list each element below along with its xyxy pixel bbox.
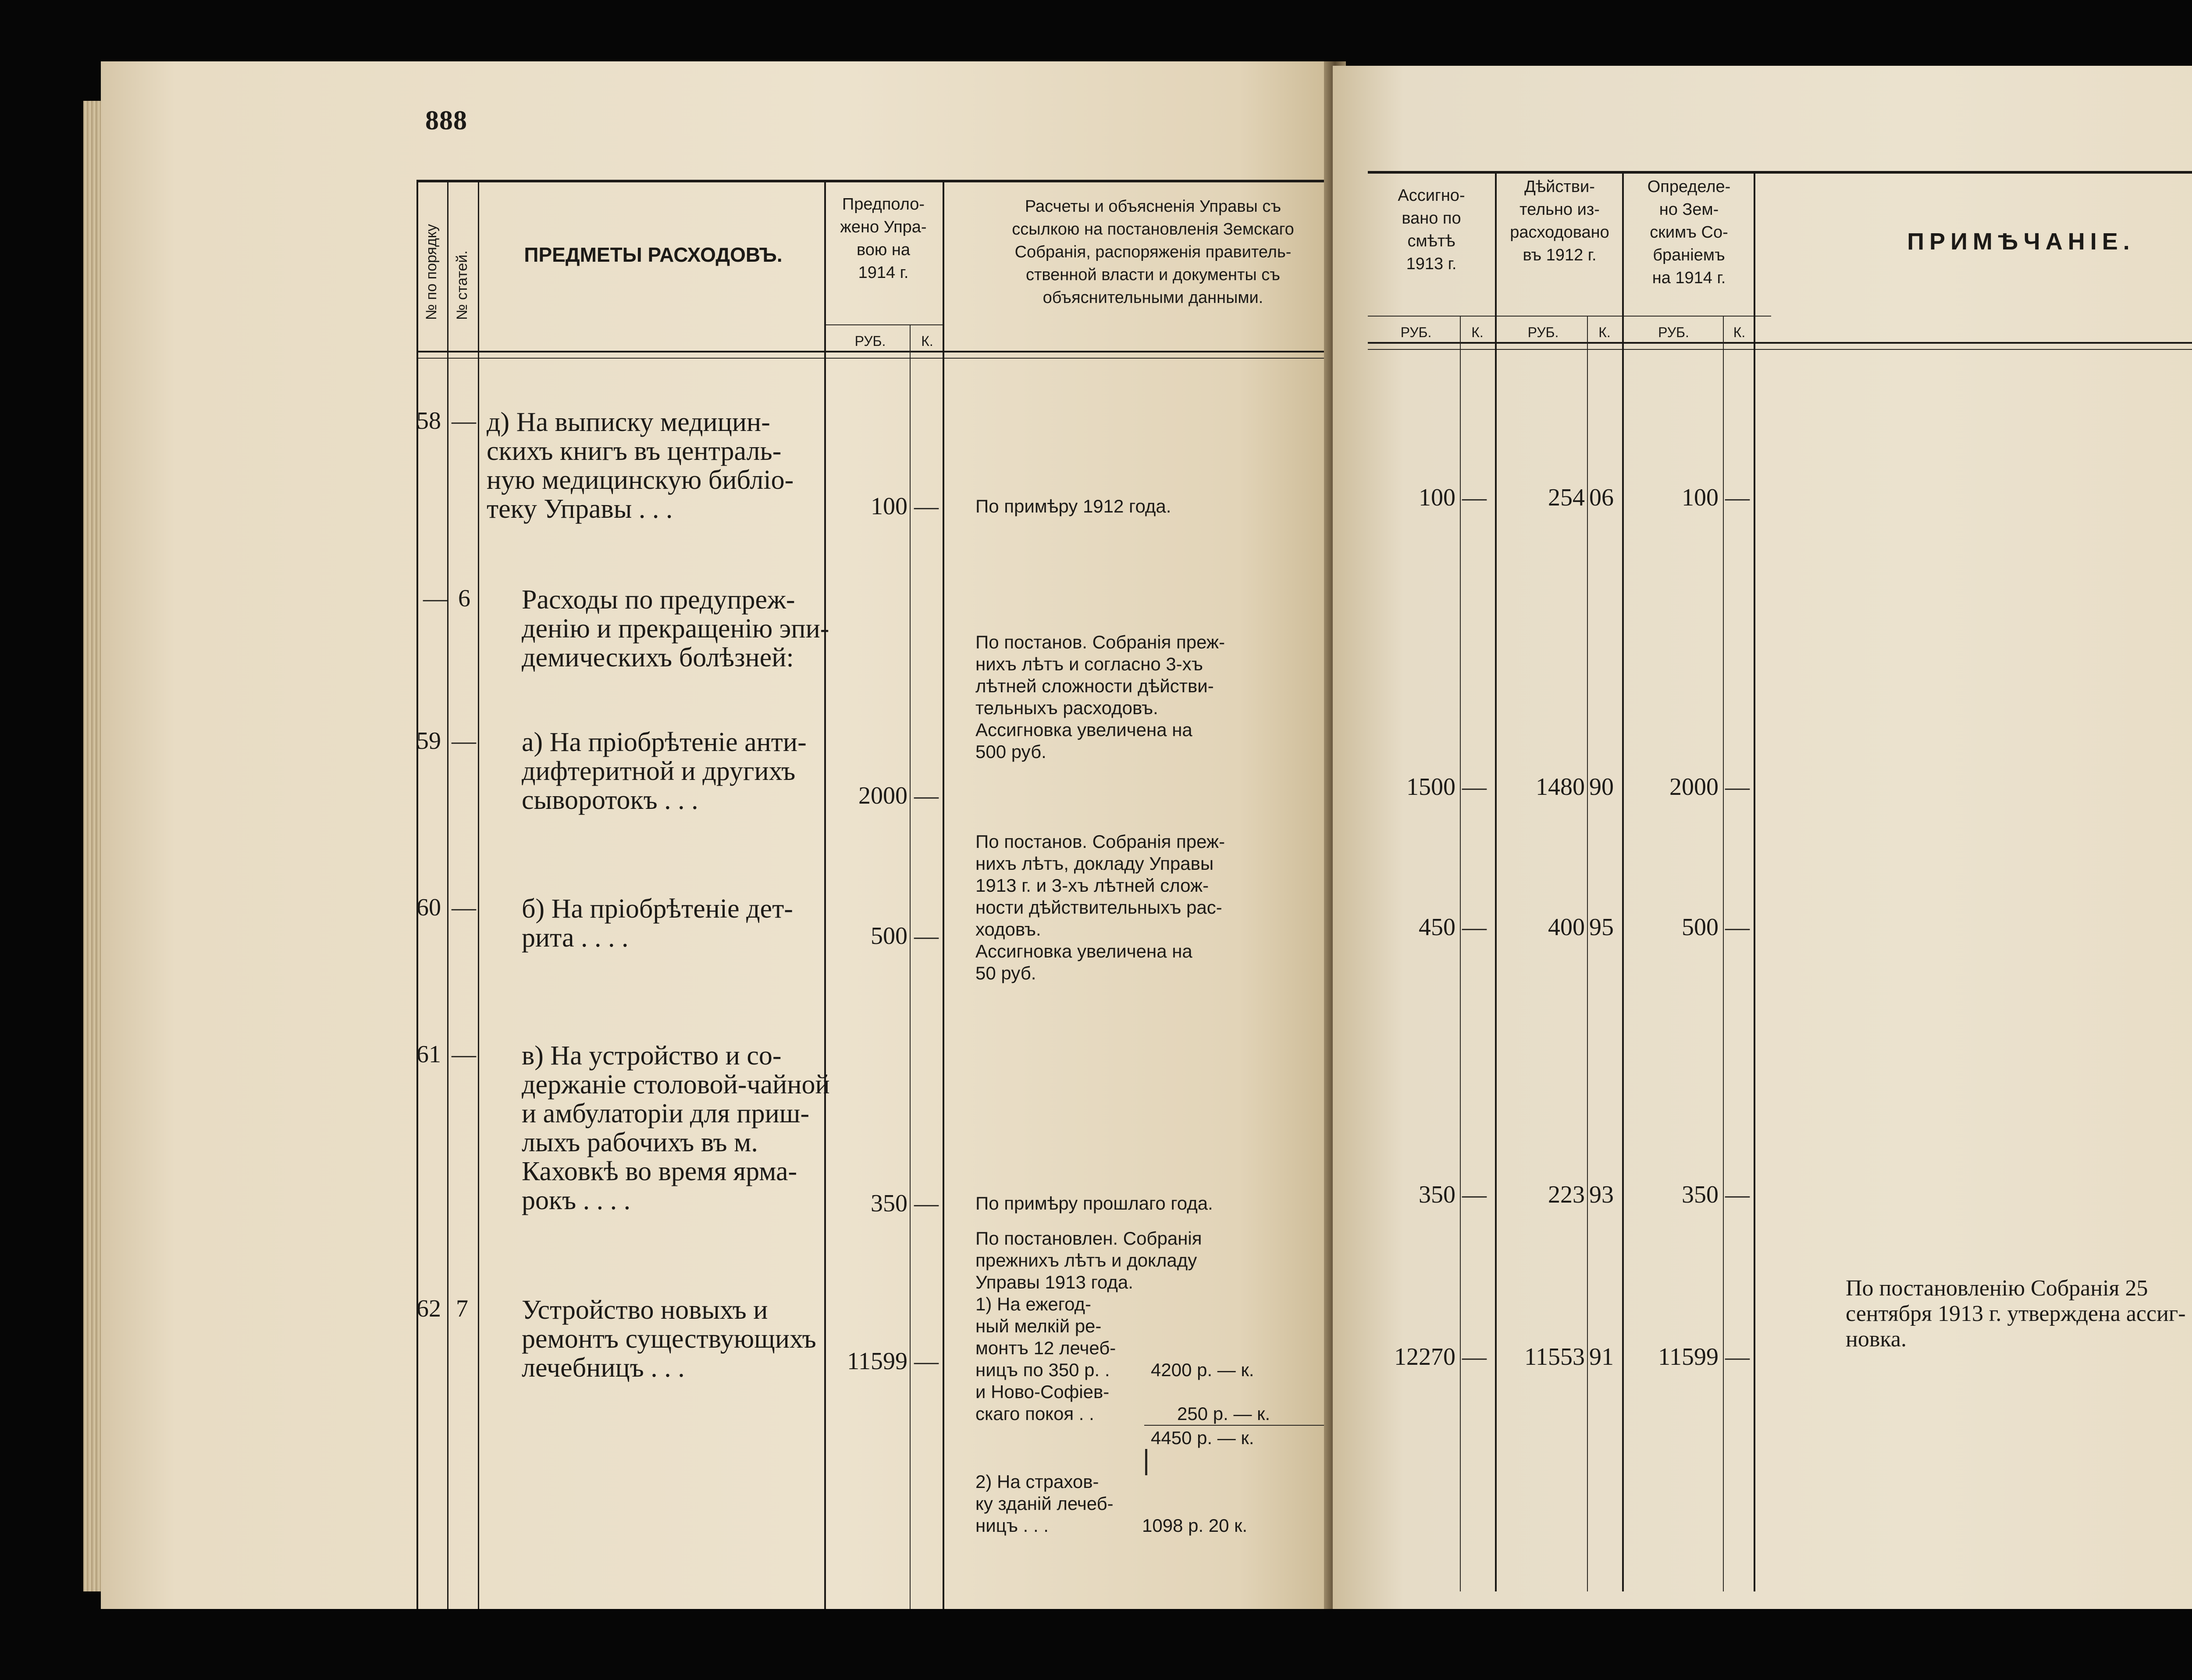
determined-dash: — <box>1725 773 1750 801</box>
row58-item: д) На выписку медицин- скихъ книгъ въ централь- ную медицинскую библіо- теку Управы . . . <box>487 407 794 524</box>
row62-amount-dash: — <box>914 1348 939 1375</box>
left-page <box>101 61 1337 1609</box>
row59-amount-dash: — <box>914 782 939 809</box>
assigned-dash: — <box>1462 914 1487 941</box>
col-line-1 <box>447 180 448 1609</box>
table-top-rule <box>416 180 1337 182</box>
assigned-dash: — <box>1462 773 1487 801</box>
row62-explanation: По постановлен. Собранія прежнихъ лѣтъ и докладу Управы 1913 года. <box>975 1228 1202 1292</box>
row59-explanation: По постанов. Собранія преж- нихъ лѣтъ и согласно 3-хъ лѣтней сложности дѣйстви- тельныхъ расходовъ. Ассигновка увеличена на 500 руб. <box>975 632 1225 762</box>
repair-item1: 1) На ежегод- ный мелкій ре- монтъ 12 лечеб- ницъ по 350 р. . <box>975 1294 1116 1380</box>
header-unit-rub-3: РУБ. <box>1658 324 1689 340</box>
row61-article: — <box>452 1041 476 1068</box>
row60-item: б) На пріобрѣтеніе дет- рита . . . . <box>522 894 793 953</box>
determined-value: 2000 <box>1669 773 1719 801</box>
right-col-line-1 <box>1495 171 1497 1591</box>
col-line-kop <box>910 324 911 1609</box>
row62-order: 62 <box>416 1295 441 1322</box>
row60-amount-dash: — <box>914 922 939 950</box>
page-number-left: 888 <box>425 106 467 135</box>
row61-explanation: По примѣру прошлаго года. <box>975 1193 1213 1214</box>
actual-kop: 91 <box>1589 1343 1614 1370</box>
subtotal-rule <box>1144 1425 1337 1426</box>
assigned-value: 100 <box>1419 484 1455 511</box>
row62-item: Устройство новыхъ и ремонтъ существующихъ лечебницъ . . . <box>522 1295 816 1383</box>
actual-rub: 1480 <box>1536 773 1585 801</box>
row62-amount: 11599 <box>847 1348 907 1375</box>
header-unit-rub-2: РУБ. <box>1527 324 1559 340</box>
right-col-line-kop1 <box>1460 316 1461 1591</box>
header-explanations: Расчеты и объясненія Управы съ ссылкою на постановленія Земскаго Собранія, распоряженія правитель- ственной власти и документы съ объяснительными данными. <box>1012 197 1294 307</box>
header-order: № по порядку <box>423 224 440 320</box>
assigned-dash: — <box>1462 1343 1487 1370</box>
header-unit-rub-1: РУБ. <box>1400 324 1432 340</box>
repair-item1-sum: 4200 р. — к. <box>1151 1360 1254 1380</box>
right-header-double-rule <box>1368 349 2192 350</box>
col-line-3 <box>824 180 826 1609</box>
header-double-rule <box>416 358 1337 359</box>
assigned-dash: — <box>1462 484 1487 511</box>
right-col-line-3 <box>1754 171 1755 1591</box>
assigned-value: 350 <box>1419 1181 1455 1208</box>
row58-amount: 100 <box>871 493 907 520</box>
determined-value: 350 <box>1682 1181 1719 1208</box>
row61-amount-dash: — <box>914 1190 939 1217</box>
header-proposed: Предполо- жено Упра- вою на 1914 г. <box>840 195 927 282</box>
art6-order: — <box>423 585 448 612</box>
row59-item: а) На пріобрѣтеніе анти- дифтеритной и другихъ сыворотокъ . . . <box>522 727 807 815</box>
header-article: № статей. <box>454 250 470 320</box>
determined-dash: — <box>1725 484 1750 511</box>
assigned-value: 450 <box>1419 914 1455 941</box>
art6-item: Расходы по предупреж- денію и прекращенію эпи- демическихъ болѣзней: <box>522 585 829 673</box>
header-unit-kop: К. <box>921 333 933 349</box>
actual-kop: 95 <box>1589 914 1614 941</box>
row59-order: 59 <box>416 727 441 755</box>
right-table-top-rule <box>1368 171 2192 174</box>
repair-item2-sum: 1098 р. 20 к. <box>1142 1515 1248 1536</box>
actual-rub: 400 <box>1548 914 1585 941</box>
row60-order: 60 <box>416 894 441 921</box>
determined-dash: — <box>1725 1343 1750 1370</box>
determined-dash: — <box>1725 1181 1750 1208</box>
header-unit-kop-2: К. <box>1598 324 1611 340</box>
row61-amount: 350 <box>871 1190 907 1217</box>
actual-kop: 93 <box>1589 1181 1614 1208</box>
actual-rub: 11553 <box>1524 1343 1585 1370</box>
right-col-line-kop3 <box>1723 316 1724 1591</box>
assigned-value: 12270 <box>1394 1343 1455 1370</box>
header-determined: Определе- но Зем- скимъ Со- браніемъ на 1914 г. <box>1647 178 1731 287</box>
row60-article: — <box>452 894 476 921</box>
right-unit-rule <box>1368 316 1771 317</box>
row59-article: — <box>452 727 476 755</box>
art6-article: 6 <box>458 585 470 612</box>
unit-rule <box>824 324 943 325</box>
determined-value: 500 <box>1682 914 1719 941</box>
right-col-line-2 <box>1622 171 1624 1591</box>
right-col-line-kop2 <box>1587 316 1588 1591</box>
note-text: По постановленію Собранія 25 сентября 1913 г. утверждена ассиг- новка. <box>1846 1276 2186 1352</box>
determined-value: 100 <box>1682 484 1719 511</box>
col-line-4 <box>943 180 944 1609</box>
header-actual: Дѣйстви- тельно из- расходовано въ 1912 г. <box>1510 178 1609 264</box>
right-page <box>1333 66 2192 1609</box>
assigned-dash: — <box>1462 1181 1487 1208</box>
repair-item2: 2) На страхов- ку зданій лечеб- ницъ . . . <box>975 1471 1114 1536</box>
actual-kop: 06 <box>1589 484 1614 511</box>
header-notes: ПРИМѢЧАНІЕ. <box>1907 228 2135 255</box>
col-line-2 <box>478 180 479 1609</box>
header-unit-kop-3: К. <box>1733 324 1746 340</box>
header-unit-rub: РУБ. <box>854 333 886 349</box>
assigned-value: 1500 <box>1406 773 1455 801</box>
row62-article: 7 <box>456 1295 468 1322</box>
row58-order: 58 <box>416 407 441 434</box>
row61-item: в) На устройство и со- держаніе столовой-чайной и амбулаторіи для приш- лыхъ рабочихъ въ м. Каховкѣ во время ярма- рокъ . . . . <box>522 1041 830 1215</box>
tick-mark <box>1145 1449 1147 1475</box>
actual-kop: 90 <box>1589 773 1614 801</box>
row60-amount: 500 <box>871 922 907 950</box>
row58-article: — <box>452 407 476 434</box>
determined-value: 11599 <box>1658 1343 1719 1370</box>
header-unit-kop-1: К. <box>1471 324 1484 340</box>
actual-rub: 254 <box>1548 484 1585 511</box>
repair-subtotal: 4450 р. — к. <box>1151 1427 1254 1448</box>
row59-amount: 2000 <box>858 782 907 809</box>
row60-explanation: По постанов. Собранія преж- нихъ лѣтъ, докладу Управы 1913 г. и 3-хъ лѣтней слож- ности дѣйствительныхъ рас- ходовъ. Ассигновка увеличена на 50 руб. <box>975 831 1225 983</box>
determined-dash: — <box>1725 914 1750 941</box>
repair-item1b-sum: 250 р. — к. <box>1177 1403 1270 1424</box>
repair-item1b: и Ново-Софіев- скаго покоя . . <box>975 1381 1110 1424</box>
header-items: ПРЕДМЕТЫ РАСХОДОВЪ. <box>524 243 783 266</box>
row61-order: 61 <box>416 1041 441 1068</box>
row58-explanation: По примѣру 1912 года. <box>975 496 1171 516</box>
row58-amount-dash: — <box>914 493 939 520</box>
header-assigned: Ассигно- вано по смѣтѣ 1913 г. <box>1398 186 1465 273</box>
actual-rub: 223 <box>1548 1181 1585 1208</box>
